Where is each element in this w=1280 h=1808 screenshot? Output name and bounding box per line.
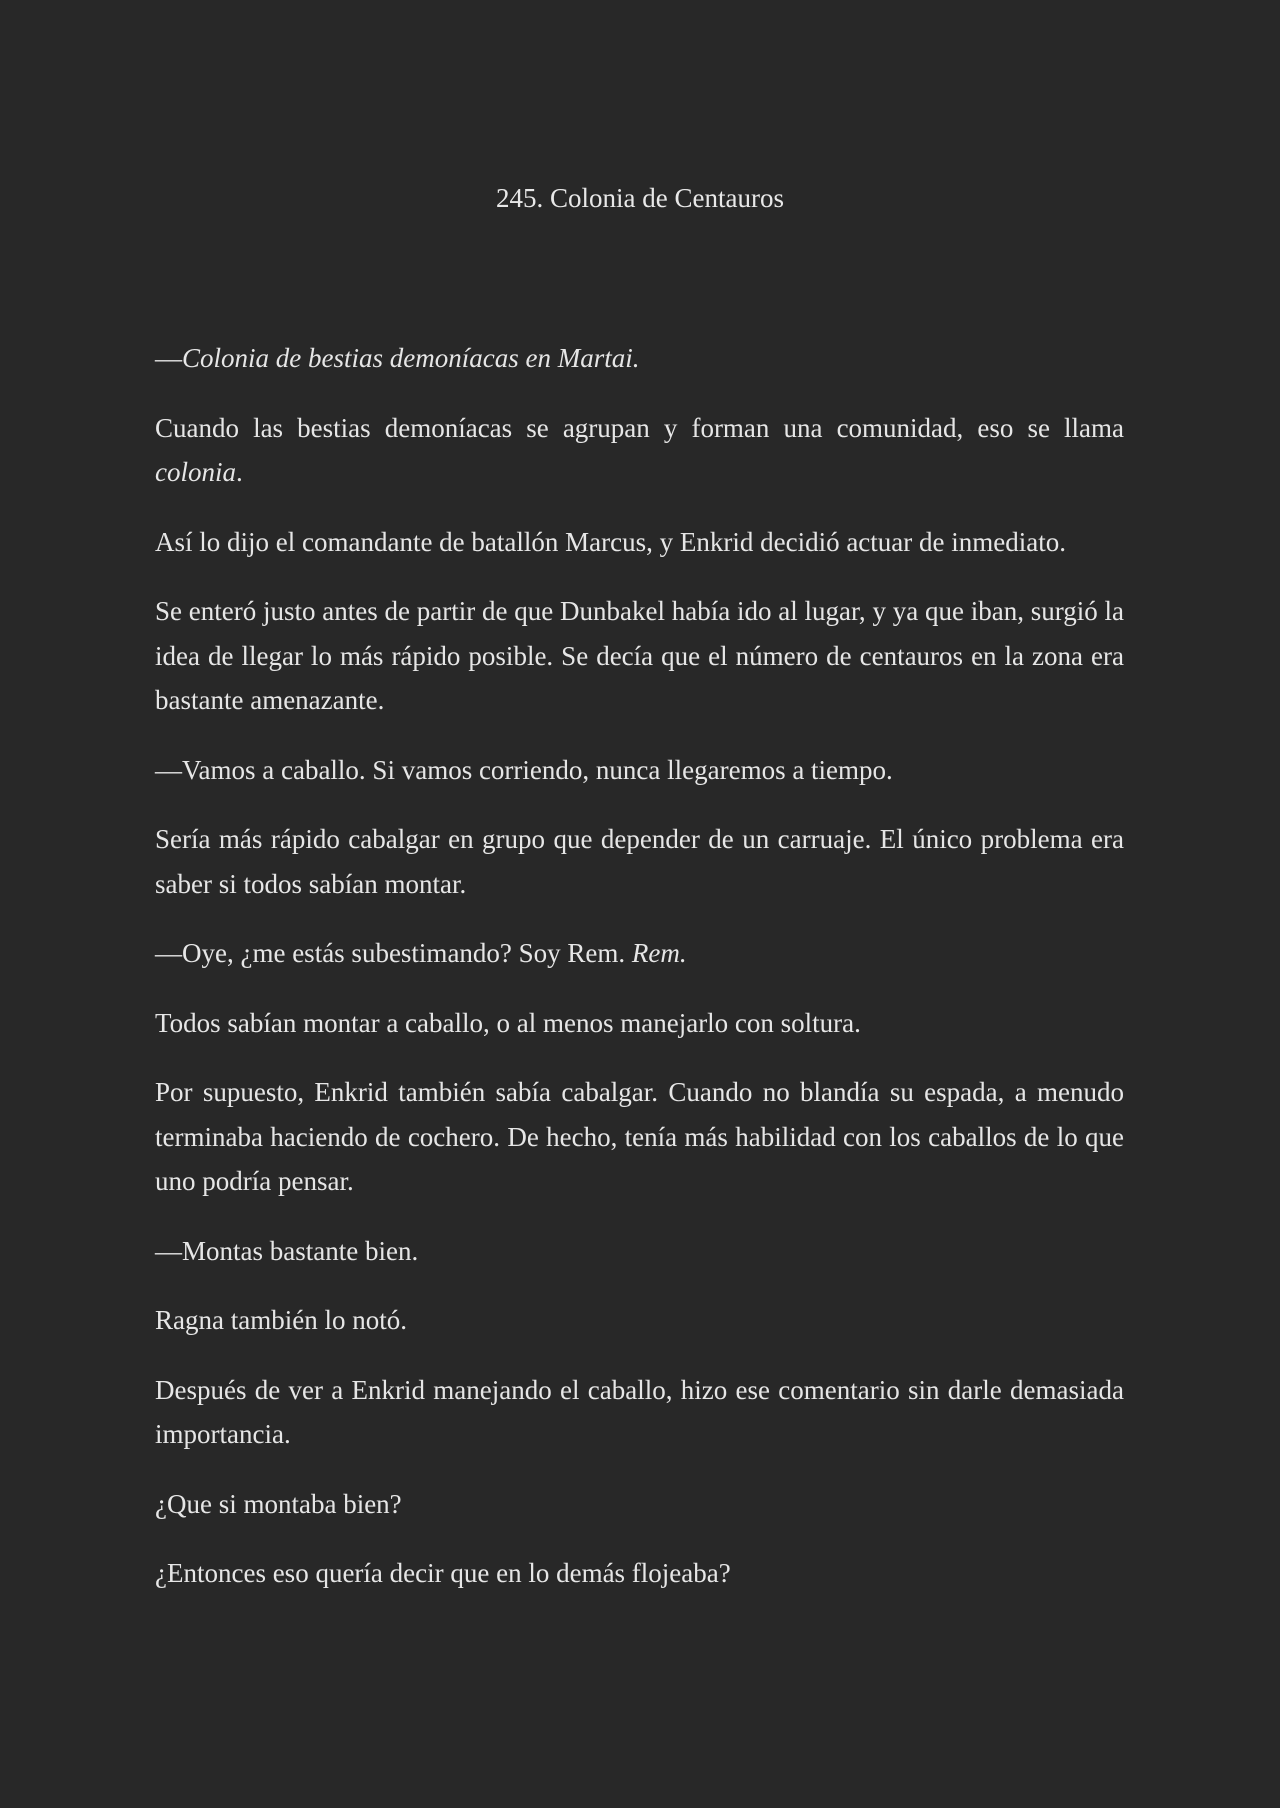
paragraph — [155, 1368, 1124, 1457]
chapter-body — [155, 336, 1124, 1596]
paragraph-text: ¿Entonces eso quería decir que en lo demás flojeaba? — [155, 1558, 731, 1588]
paragraph-text: —Montas bastante bien. — [155, 1235, 419, 1266]
paragraph — [155, 748, 1124, 793]
italic-text: Rem. — [631, 938, 687, 968]
paragraph — [155, 406, 1124, 495]
paragraph — [155, 1070, 1124, 1204]
paragraph — [155, 1001, 1124, 1046]
paragraph — [155, 589, 1124, 723]
italic-text: colonia — [155, 457, 236, 487]
paragraph — [155, 1551, 1124, 1596]
paragraph-text: Ragna también lo notó. — [155, 1305, 407, 1335]
paragraph-text: Por supuesto, Enkrid también sabía cabalgar. Cuando no blandía su espada, a menudo terminaba haciendo de cochero. De hecho, tenía más habilidad con los caballos de lo que uno podría pensar. — [155, 1077, 1124, 1196]
chapter-title: 245. Colonia de Centauros — [496, 183, 784, 213]
em-dash: — — [155, 343, 182, 373]
italic-text: Colonia de bestias demoníacas en Martai. — [182, 343, 640, 373]
paragraph — [155, 1482, 1124, 1527]
paragraph-text: ¿Que si montaba bien? — [155, 1488, 402, 1519]
paragraph — [155, 931, 1124, 976]
paragraph — [155, 817, 1124, 906]
paragraph-text: Cuando las bestias demoníacas se agrupan y forman una comunidad, eso se llama — [155, 412, 1124, 443]
paragraph — [155, 1229, 1124, 1274]
paragraph — [155, 520, 1124, 565]
paragraph-text: —Vamos a caballo. Si vamos corriendo, nunca llegaremos a tiempo. — [155, 754, 893, 785]
paragraph-text: Así lo dijo el comandante de batallón Marcus, y Enkrid decidió actuar de inmediato. — [155, 526, 1066, 557]
paragraph-text: Después de ver a Enkrid manejando el caballo, hizo ese comentario sin darle demasiada importancia. — [155, 1374, 1124, 1449]
paragraph-tail: . — [236, 457, 243, 487]
paragraph — [155, 1298, 1124, 1343]
paragraph — [155, 336, 1124, 381]
paragraph-text: Sería más rápido cabalgar en grupo que depender de un carruaje. El único problema era saber si todos sabían montar. — [155, 824, 1124, 899]
paragraph-text: Todos sabían montar a caballo, o al menos manejarlo con soltura. — [155, 1007, 861, 1038]
paragraph-text: Se enteró justo antes de partir de que Dunbakel había ido al lugar, y ya que iban, surgió la idea de llegar lo más rápido posible. Se decía que el número de centauros en la zona era bastante amenazante. — [155, 596, 1124, 715]
paragraph-text: —Oye, ¿me estás subestimando? Soy Rem. — [155, 938, 632, 968]
